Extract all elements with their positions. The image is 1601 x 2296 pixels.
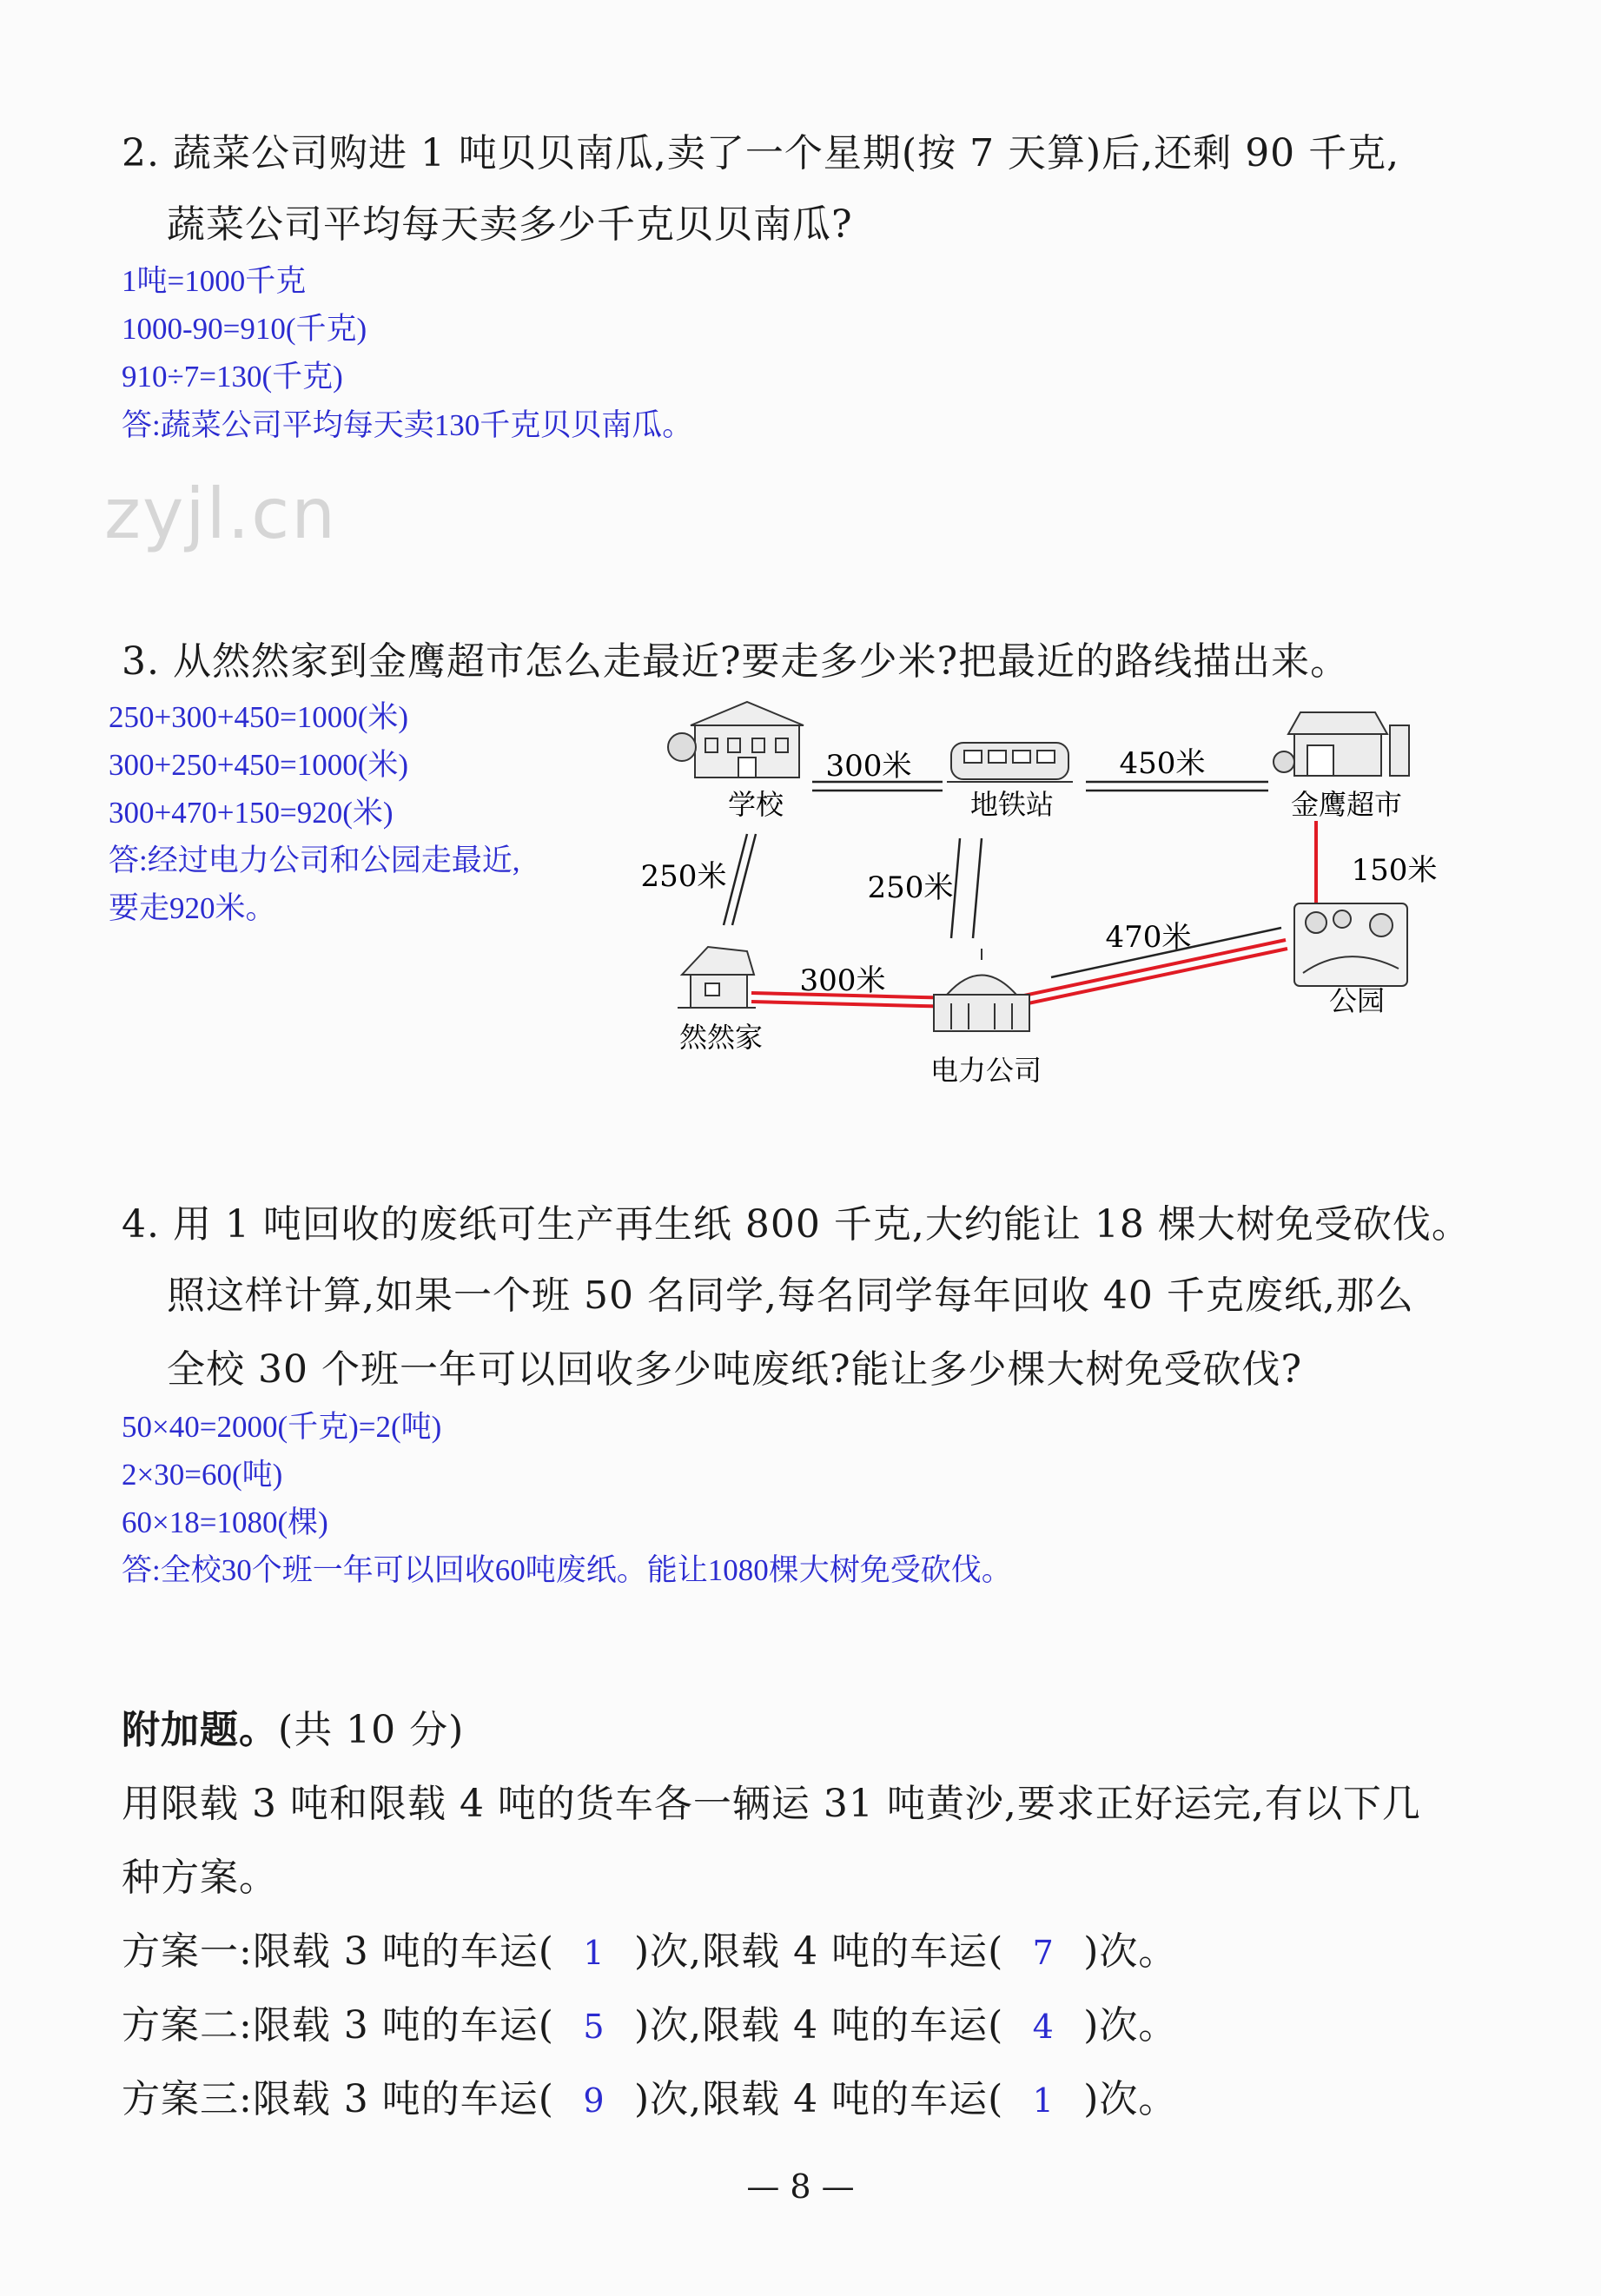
watermark: zyjl.cn xyxy=(104,473,337,554)
extra-score: (共 10 分) xyxy=(278,1708,465,1752)
train-icon xyxy=(947,743,1073,782)
plan-1-label: 方案一:限载 3 吨的车运( xyxy=(122,1929,554,1974)
extra-line2: 种方案。 xyxy=(122,1856,278,1900)
q2-line1: 2. 蔬菜公司购进 1 吨贝贝南瓜,卖了一个星期(按 7 天算)后,还剩 90 千克, xyxy=(122,131,1400,175)
extra-title: 附加题。 xyxy=(122,1708,278,1752)
plan-1-answer-4t: 7 xyxy=(1032,1934,1055,1972)
plan-3-end: )次。 xyxy=(1083,2077,1178,2121)
plan-2-answer-3t: 5 xyxy=(583,2008,605,2046)
extra-line1: 用限载 3 吨和限载 4 吨的货车各一辆运 31 吨黄沙,要求正好运完,有以下几 xyxy=(122,1782,1421,1826)
plan-2-label: 方案二:限载 3 吨的车运( xyxy=(122,2003,554,2048)
plan-1-end: )次。 xyxy=(1083,1929,1178,1974)
q3-question: 3. 从然然家到金鹰超市怎么走最近?要走多少米?把最近的路线描出来。 xyxy=(122,639,1350,684)
road-subway-power xyxy=(951,838,982,938)
dist-school-home: 250米 xyxy=(640,859,727,894)
q4-answer-4: 答:全校30个班一年可以回收60吨废纸。能让1080棵大树免受砍伐。 xyxy=(122,1553,1012,1587)
label-subway: 地铁站 xyxy=(969,788,1055,821)
park-icon xyxy=(1294,903,1407,986)
label-market: 金鹰超市 xyxy=(1290,788,1403,821)
q4-answer-2: 2×30=60(吨) xyxy=(122,1458,283,1492)
plan-3-label: 方案三:限载 3 吨的车运( xyxy=(122,2077,554,2121)
dist-power-park: 470米 xyxy=(1105,920,1192,955)
dist-subway-market: 450米 xyxy=(1119,746,1206,781)
dist-subway-power: 250米 xyxy=(867,870,954,905)
q3-answer-5: 要走920米。 xyxy=(109,891,276,925)
q2-line2: 蔬菜公司平均每天卖多少千克贝贝南瓜? xyxy=(167,202,853,247)
plan-3-answer-4t: 1 xyxy=(1032,2081,1055,2120)
house-icon xyxy=(678,947,756,1008)
q3-answer-3: 300+470+150=920(米) xyxy=(109,796,394,830)
extra-header xyxy=(122,1698,464,1754)
dist-park-market: 150米 xyxy=(1351,853,1438,888)
plan-1-mid: )次,限载 4 吨的车运( xyxy=(633,1929,1004,1974)
page-number: — 8 — xyxy=(746,2167,855,2206)
q4-line3: 全校 30 个班一年可以回收多少吨废纸?能让多少棵大树免受砍伐? xyxy=(167,1347,1303,1392)
road-subway-market xyxy=(1086,782,1268,791)
supermarket-icon xyxy=(1274,712,1409,776)
q2-answer-2: 1000-90=910(千克) xyxy=(122,312,367,346)
q4-answer-1: 50×40=2000(千克)=2(吨) xyxy=(122,1410,442,1444)
dist-home-power: 300米 xyxy=(799,963,886,998)
road-school-home xyxy=(724,834,756,925)
plan-2-end: )次。 xyxy=(1083,2003,1178,2048)
plan-2-mid: )次,限载 4 吨的车运( xyxy=(633,2003,1004,2048)
q4-line1: 4. 用 1 吨回收的废纸可生产再生纸 800 千克,大约能让 18 棵大树免受砍伐。 xyxy=(122,1202,1471,1247)
plan-3-mid: )次,限载 4 吨的车运( xyxy=(633,2077,1004,2121)
school-icon xyxy=(668,702,804,777)
label-park: 公园 xyxy=(1328,984,1386,1017)
plan-3-answer-3t: 9 xyxy=(583,2081,605,2120)
q4-line2: 照这样计算,如果一个班 50 名同学,每名同学每年回收 40 千克废纸,那么 xyxy=(167,1274,1414,1318)
q2-answer-4: 答:蔬菜公司平均每天卖130千克贝贝南瓜。 xyxy=(122,408,693,442)
q3-answer-4: 答:经过电力公司和公园走最近, xyxy=(109,844,520,877)
label-power: 电力公司 xyxy=(930,1054,1042,1087)
q2-answer-3: 910÷7=130(千克) xyxy=(122,360,343,394)
q3-answer-2: 300+250+450=1000(米) xyxy=(109,748,409,782)
dist-school-subway: 300米 xyxy=(825,749,912,784)
q3-answer-1: 250+300+450=1000(米) xyxy=(109,700,409,734)
route-map xyxy=(0,0,1601,1129)
q2-answer-1: 1吨=1000千克 xyxy=(122,264,307,298)
plan-2-answer-4t: 4 xyxy=(1032,2008,1055,2046)
q4-answer-3: 60×18=1080(棵) xyxy=(122,1505,328,1539)
plan-1-answer-3t: 1 xyxy=(583,1934,605,1972)
label-school: 学校 xyxy=(727,788,784,821)
plan-1 xyxy=(122,1920,1177,1975)
plan-3 xyxy=(122,2068,1177,2123)
label-home: 然然家 xyxy=(678,1021,764,1054)
power-company-icon xyxy=(934,949,1029,1031)
plan-2 xyxy=(122,1994,1177,2049)
